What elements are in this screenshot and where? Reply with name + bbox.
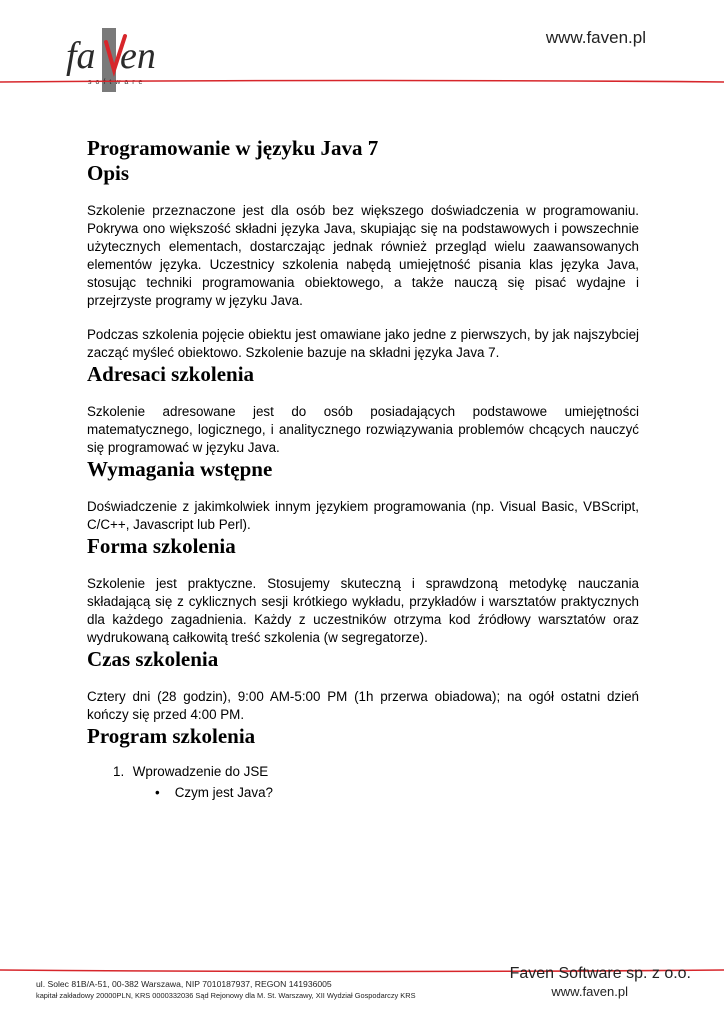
document-body [87, 130, 639, 802]
section-heading-forma: Forma szkolenia [87, 534, 236, 558]
opis-paragraph-1: Szkolenie przeznaczone jest dla osób bez większego doświadczenia w programowaniu. Pokrywa ono większość składni języka Java, skupiając się na podstawowych i powszechnie użytecznych elementach, dostarczając jednak również przegląd wielu zaawansowanych elementów języka. Uczestnicy szkolenia nabędą umiejętność pisania klas języka Java, stosując techniki programowania obiektowego, a także nauczą się pisać wydajne i przejrzyste programy w języku Java. [87, 203, 639, 308]
footer-divider [0, 960, 724, 963]
opis-paragraph-2: Podczas szkolenia pojęcie obiektu jest omawiane jako jedne z pierwszych, by jak najszybciej zacząć myśleć obiektowo. Szkolenie bazuje na składni języka Java 7. [87, 327, 639, 360]
program-sublist [113, 784, 639, 802]
list-item [113, 763, 639, 802]
header-website-link[interactable]: www.faven.pl [545, 28, 646, 47]
list-item-number: 1. [113, 764, 125, 779]
svg-text:en: en [120, 35, 156, 77]
section-heading-adresaci: Adresaci szkolenia [87, 362, 255, 386]
faven-logo [62, 22, 182, 98]
footer-address: ul. Solec 81B/A-51, 00-382 Warszawa, NIP 7010187937, REGON 141936005 [36, 979, 332, 989]
adresaci-paragraph: Szkolenie adresowane jest do osób posiadających podstawowe umiejętności matematycznego, logicznego, i analitycznego rozwiązywania problemów chcących nauczyć się programować w języku Java. [87, 404, 639, 455]
list-item [155, 784, 639, 802]
header-divider [0, 72, 724, 75]
footer-registry: kapitał zakładowy 20000PLN, KRS 0000332036 Sąd Rejonowy dla M. St. Warszawy, XII Wydział Gospodarczy KRS [36, 991, 416, 1000]
list-item-label: Czym jest Java? [174, 785, 273, 800]
footer-website-link[interactable]: www.faven.pl [551, 984, 628, 999]
wymagania-paragraph: Doświadczenie z jakimkolwiek innym językiem programowania (np. Visual Basic, VBScript, C/C++, Javascript lub Perl). [87, 499, 639, 532]
section-heading-program: Program szkolenia [87, 724, 256, 748]
czas-paragraph: Cztery dni (28 godzin), 9:00 AM-5:00 PM (1h przerwa obiadowa); na ogół ostatni dzień kończy się przed 4:00 PM. [87, 689, 639, 722]
program-list [87, 763, 639, 802]
bullet-icon: • [155, 785, 160, 800]
list-item-label: Wprowadzenie do JSE [132, 764, 269, 779]
svg-text:fa: fa [66, 35, 96, 77]
forma-paragraph: Szkolenie jest praktyczne. Stosujemy skuteczną i sprawdzoną metodykę nauczania składającą się z cyklicznych sesji krótkiego wykładu, przykładów i warsztatów praktycznych dla każdego zagadnienia. Każdy z uczestników otrzyma kod źródłowy warsztatów oraz wydrukowaną całkowitą treść szkolenia (w segregatorze). [87, 576, 639, 645]
section-heading-wymagania: Wymagania wstępne [87, 457, 273, 481]
footer-company-name: Faven Software sp. z o.o. [509, 965, 691, 982]
footer-company-details [36, 978, 416, 1002]
section-heading-czas: Czas szkolenia [87, 647, 219, 671]
svg-text:software: software [88, 79, 147, 86]
section-heading-opis: Opis [87, 161, 130, 185]
document-title: Programowanie w języku Java 7 [87, 136, 379, 160]
